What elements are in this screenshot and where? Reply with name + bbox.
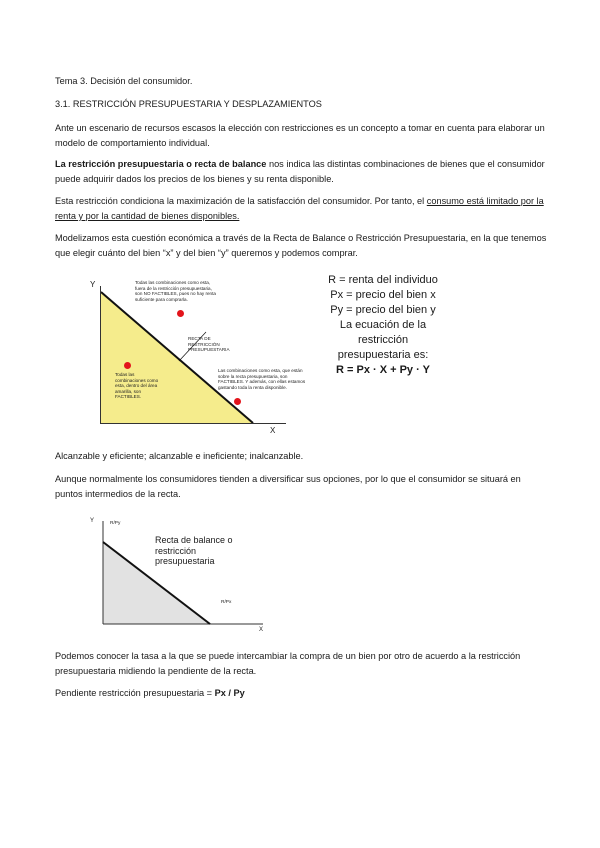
y-axis-label: Y (90, 280, 96, 289)
definition-term: La restricción presupuestaria o recta de balance (55, 159, 267, 169)
point-feasible-inside (124, 362, 131, 369)
x-axis-label: X (270, 426, 276, 435)
definition-px: Px = precio del bien x (330, 289, 436, 301)
figure-title-line-1: Recta de balance o (155, 535, 233, 545)
definition-py: Py = precio del bien y (330, 304, 436, 316)
x-intercept-label: R/Px (221, 600, 232, 605)
equation-desc-2: restricción (357, 334, 409, 346)
topic-heading: Tema 3. Decisión del consumidor. (55, 76, 193, 86)
budget-equation: R = Px · X + Py · Y (336, 364, 430, 376)
paragraph-diversify: Aunque normalmente los consumidores tienden a diversificar sus opciones, por lo que el consumidor se situará en puntos intermedios de la recta. (55, 474, 521, 499)
note-unfeasible: Todas las combinaciones como esta, fuera de la restricción presupuestaria, son NO FACTIBLES, pues no hay renta suficiente para comprarla. (135, 280, 216, 302)
paragraph-point-types: Alcanzable y eficiente; alcanzable e ineficiente; inalcanzable. (55, 451, 304, 461)
equation-desc-3: presupuestaria es: (337, 349, 429, 361)
budget-line-graphic (85, 515, 270, 640)
figure-title-line-2: restricción (155, 545, 197, 556)
y-intercept-label: R/Py (110, 521, 121, 526)
point-on-line (234, 398, 241, 405)
budget-line-figure (85, 515, 270, 640)
paragraph-intro: Ante un escenario de recursos escasos la elección con restricciones es un concepto a tomar en cuenta para elaborar un modelo de comportamiento individual. (55, 123, 545, 148)
definition-r: R = renta del individuo (328, 274, 438, 286)
x-axis (100, 423, 286, 424)
note-on-line: Las combinaciones como esta, que están sobre la recta presupuestaria, son FACTIBLES. Y además, con ellas estamos gastando toda la renta disponible. (218, 368, 306, 390)
point-unfeasible (177, 310, 184, 317)
paragraph-definition (55, 157, 550, 187)
paragraph-constraint (55, 194, 550, 224)
slope-label: Pendiente restricción presupuestaria = (55, 688, 215, 698)
note-budget-line: RECTA DE RESTRICCIÓN PRESUPUESTARIA (188, 336, 230, 353)
constraint-underlined: consumo está limitado por la renta y por la cantidad de bienes disponibles. (55, 196, 544, 221)
figure-title (155, 535, 233, 567)
definition-text: nos indica las distintas combinaciones de bienes que el consumidor puede adquirir dados los precios de los bienes y su renta disponible. (55, 159, 545, 184)
note-feasible-inside: Todas las combinaciones como esta, dentro del área amarilla, son FACTIBLES. (115, 372, 159, 400)
x-axis-label: X (259, 627, 264, 633)
equation-desc-1: La ecuación de la (339, 319, 427, 331)
constraint-text: Esta restricción condiciona la maximización de la satisfacción del consumidor. Por tanto, el (55, 196, 427, 206)
figure-title-line-3: presupuestaria (155, 556, 215, 566)
y-axis-label: Y (90, 518, 95, 524)
paragraph-slope: Podemos conocer la tasa a la que se puede intercambiar la compra de un bien por otro de acuerdo a la restricción presupuestaria midiendo la pendiente de la recta. (55, 651, 521, 676)
y-axis (100, 286, 101, 423)
paragraph-model: Modelizamos esta cuestión económica a través de la Recta de Balance o Restricción Presupuestaria, en la que tenemos que elegir cuánto del bien “x” y del bien “y” queremos y podemos comprar. (55, 233, 547, 258)
section-title: 3.1. RESTRICCIÓN PRESUPUESTARIA Y DESPLAZAMIENTOS (55, 99, 322, 109)
slope-formula: Px / Py (214, 688, 245, 698)
paragraph-slope-formula (55, 686, 550, 701)
equation-block (318, 273, 448, 378)
budget-constraint-figure (88, 276, 310, 436)
